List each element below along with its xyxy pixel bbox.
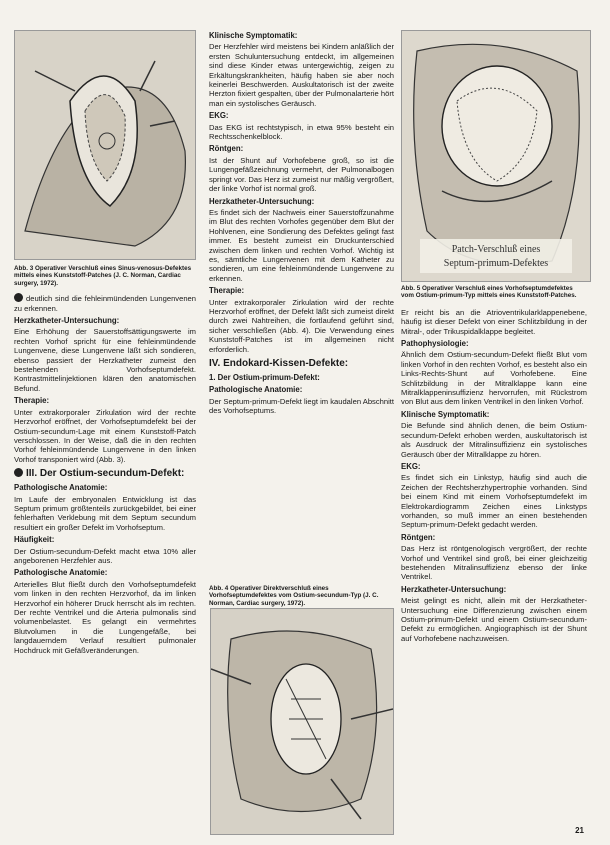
bullet-marker — [14, 468, 23, 477]
heart-surgery-drawing — [15, 31, 195, 259]
paragraph-herzkatheter: Meist gelingt es nicht, allein mit der Herzkatheter-Untersuchung eine Differenzierung zwischen einem Ostium-primum-Defekt und einem Ostium-secundum-Defekt zu ermöglichen. Angiographisch ist der Shunt auf Vorhofebene nachzuweisen. — [401, 596, 587, 643]
paragraph-ekg: Das EKG ist rechtstypisch, in etwa 95% besteht ein Rechtsschenkelblock. — [209, 122, 394, 142]
direct-closure-drawing — [211, 609, 393, 834]
heading-herzkatheter: Herzkatheter-Untersuchung: — [209, 196, 315, 206]
paragraph-therapie: Unter extrakorporaler Zirkulation wird der rechte Herzvorhof eröffnet, der Vorhofseptumdefekt bei der Ostium-secundum-Lage mit einem Kunststoff-Patch verschlossen. In der Weise, daß die in den rechten Vorhof fehleinmündende Lungenvene in den linken Vorhof transponiert wird (Abb. 3). — [14, 407, 196, 464]
text-column-1 — [14, 262, 196, 657]
heading-ekg: EKG: — [209, 111, 229, 121]
paragraph-herzkatheter: Eine Erhöhung der Sauerstoffsättigungswerte im rechten Vorhof spricht für eine fehleinmündende Lungenvene, diese Lungenvene läßt sich sondieren, ebenso passiert der Herzkatheter zumeist den bestehenden Vorhofseptumdefekt. Kontrastmittelinjektionen klären den anatomischen Befund. — [14, 327, 196, 393]
paragraph-herzkatheter: Es findet sich der Nachweis einer Sauerstoffzunahme im Blut des rechten Vorhofes gegenüber dem Blut der Hohlvenen, eine Sondierung des Defektes gelingt fast immer. Es besteht zumeist ein Druckunterschied zwischen dem linken und rechten Vorhof. Wichtig ist es, sämtliche Lungenvenen mit dem Katheter zu sondieren, um eine fehleinmündende Lungenvene zu erkennen. — [209, 207, 394, 283]
figure-5-illustration — [401, 30, 591, 282]
heading-klinische-symptomatik: Klinische Symptomatik: — [401, 409, 490, 419]
page-number: 21 — [575, 826, 584, 835]
bullet-marker — [14, 293, 23, 302]
heading-therapie: Therapie: — [14, 396, 50, 406]
section-title: III. Der Ostium-secundum-Defekt: — [26, 468, 185, 480]
paragraph-roentgen: Das Herz ist röntgenologisch vergrößert, der rechte Vorhof und Ventrikel sind groß, bei einer gleichzeitig bestehenden Mitralinsuffizienz ebenso der linke Ventrikel. — [401, 544, 587, 582]
paragraph-therapie: Unter extrakorporaler Zirkulation wird der rechte Herzvorhof eröffnet, der Defekt läßt sich zumeist direkt durch zwei Nahtreihen, die fortlaufend geführt sind, sicher verschließen (Abb. 4). Die Verwendung eines Kunststoff-Patches ist im allgemeinen nicht erforderlich. — [209, 297, 394, 354]
intro-paragraph: Er reicht bis an die Atrioventrikularklappenebene, häufig ist dieser Defekt von einer Schlitzbildung in der Mitral-, oder Trikuspidalklappe begleitet. — [401, 307, 587, 336]
paragraph-pathologische-anatomie: Im Laufe der embryonalen Entwicklung ist das Septum primum größtenteils zurückgebildet, bei einer fehlerhaften Verklebung mit dem Septum secundum resultiert ein großer Defekt im Vorhofseptum. — [14, 494, 196, 532]
subheading-ostium-primum: 1. Der Ostium-primum-Defekt: — [209, 373, 320, 382]
intro-paragraph — [14, 293, 196, 313]
paragraph-klinische-symptomatik: Die Befunde sind ähnlich denen, die beim Ostium-secundum-Defekt erhoben werden, auskultatorisch ist als Ausdruck der Mitralinsuffizienz ein systolisches Geräusch über der Mitralklappe zu hören. — [401, 421, 587, 459]
heading-herzkatheter: Herzkatheter-Untersuchung: — [401, 584, 507, 594]
figure-3-caption: Abb. 3 Operativer Verschluß eines Sinus-venosus-Defektes mittels eines Kunststoff-Patches (J. C. Norman, Cardiac surgery, 1972). — [14, 265, 192, 287]
figure-5-label-line1: Patch-Verschluß eines — [451, 244, 541, 255]
figure-3-illustration — [14, 30, 196, 260]
text-column-2 — [209, 28, 394, 418]
paragraph-pathologische-anatomie-2: Arterielles Blut fließt durch den Vorhofseptumdefekt vom linken in den rechten Herzvorhof, da im linken Herzvorhof ein höherer Druck herrscht als im rechten. Der rechte Ventrikel und die Arteria pulmonalis sind volumenbelastet. Es gelangt ein vermehrtes Blutvolumen in die Lungengefäße, bei langdauerndem Verlauf resultiert pulmonaler Hochdruck mit Gefäßveränderungen. — [14, 579, 196, 655]
paragraph-klinische-symptomatik: Der Herzfehler wird meistens bei Kindern anläßlich der ersten Schuluntersuchung entdeckt, im allgemeinen sind diese Kinder etwas untergewichtig, zeigen zu Erkältungskrankheiten, häufig haben sie aber noch keinerlei Beschwerden. Auskultatorisch ist der zweite Herzton fixiert gespalten, über der Pulmonalarterie hört man ein systolisches Geräusch. — [209, 42, 394, 108]
figure-4-illustration — [210, 608, 394, 835]
figure-5-label-line2: Septum-primum-Defektes — [443, 258, 549, 269]
heading-pathophysiologie: Pathophysiologie: — [401, 339, 469, 349]
heading-pathologische-anatomie: Pathologische Anatomie: — [14, 483, 108, 493]
heading-roentgen: Röntgen: — [401, 532, 436, 542]
paragraph-pathophysiologie: Ähnlich dem Ostium-secundum-Defekt fließt Blut vom linken Vorhof in den rechten Vorhof, es besteht also ein Links-Rechts-Shunt auf Vorhofebene. Eine Schlitzbildung in der Mitralklappe kann eine Mitralklappeninsuffizienz hervorrufen, mit Rückstrom von Blut aus dem linken Ventrikel in den linken Vorhof. — [401, 350, 587, 407]
section-heading-ostium-secundum — [14, 468, 196, 480]
heading-herzkatheter: Herzkatheter-Untersuchung: — [14, 316, 120, 326]
heading-ekg: EKG: — [401, 461, 421, 471]
paragraph-roentgen: Ist der Shunt auf Vorhofebene groß, so ist die Lungengefäßzeichnung vermehrt, der Pulmonalbogen springt vor. Das Herz ist zumeist nur mäßig vergrößert, der linke Vorhof ist normal groß. — [209, 155, 394, 194]
text-column-3 — [401, 282, 587, 645]
figure-5-caption: Abb. 5 Operativer Verschluß eines Vorhofseptumdefektes vom Ostium-primum-Typ mittels eines Kunststoff-Patches. — [401, 285, 577, 300]
heading-pathologische-anatomie: Pathologische Anatomie: — [209, 385, 303, 395]
intro-text: deutlich sind die fehleinmündenden Lungenvenen zu erkennen. — [14, 294, 196, 313]
patch-closure-drawing — [402, 31, 590, 281]
paragraph-pathologische-anatomie: Der Septum-primum-Defekt liegt im kaudalen Abschnitt des Vorhofseptums. — [209, 396, 394, 416]
figure-4-caption: Abb. 4 Operativer Direktverschluß eines Vorhofseptumdefektes vom Ostium-secundum-Typ (J. C. Norman, Cardiac surgery, 1972). — [209, 585, 379, 607]
heading-haeufigkeit: Häufigkeit: — [14, 535, 55, 545]
figure-4-caption-block — [209, 582, 394, 610]
section-heading-endokard: IV. Endokard-Kissen-Defekte: — [209, 358, 349, 369]
heading-pathologische-anatomie-2: Pathologische Anatomie: — [14, 568, 108, 578]
paragraph-ekg: Es findet sich ein Linkstyp, häufig sind auch die Zeichen der Rechtsherzhypertrophie vorhanden. Sind bei einem Kind mit einem Vorhofseptumdefekt im Elektrokardiogramm Zeichen eines Linkstyps vorhanden, so muß immer an einen bestehenden Septum-primum-Defekt gedacht werden. — [401, 473, 587, 530]
paragraph-haeufigkeit: Der Ostium-secundum-Defekt macht etwa 10% aller angeborenen Herzfehler aus. — [14, 546, 196, 565]
heading-roentgen: Röntgen: — [209, 144, 244, 154]
heading-klinische-symptomatik: Klinische Symptomatik: — [209, 31, 298, 40]
heading-therapie: Therapie: — [209, 286, 245, 296]
